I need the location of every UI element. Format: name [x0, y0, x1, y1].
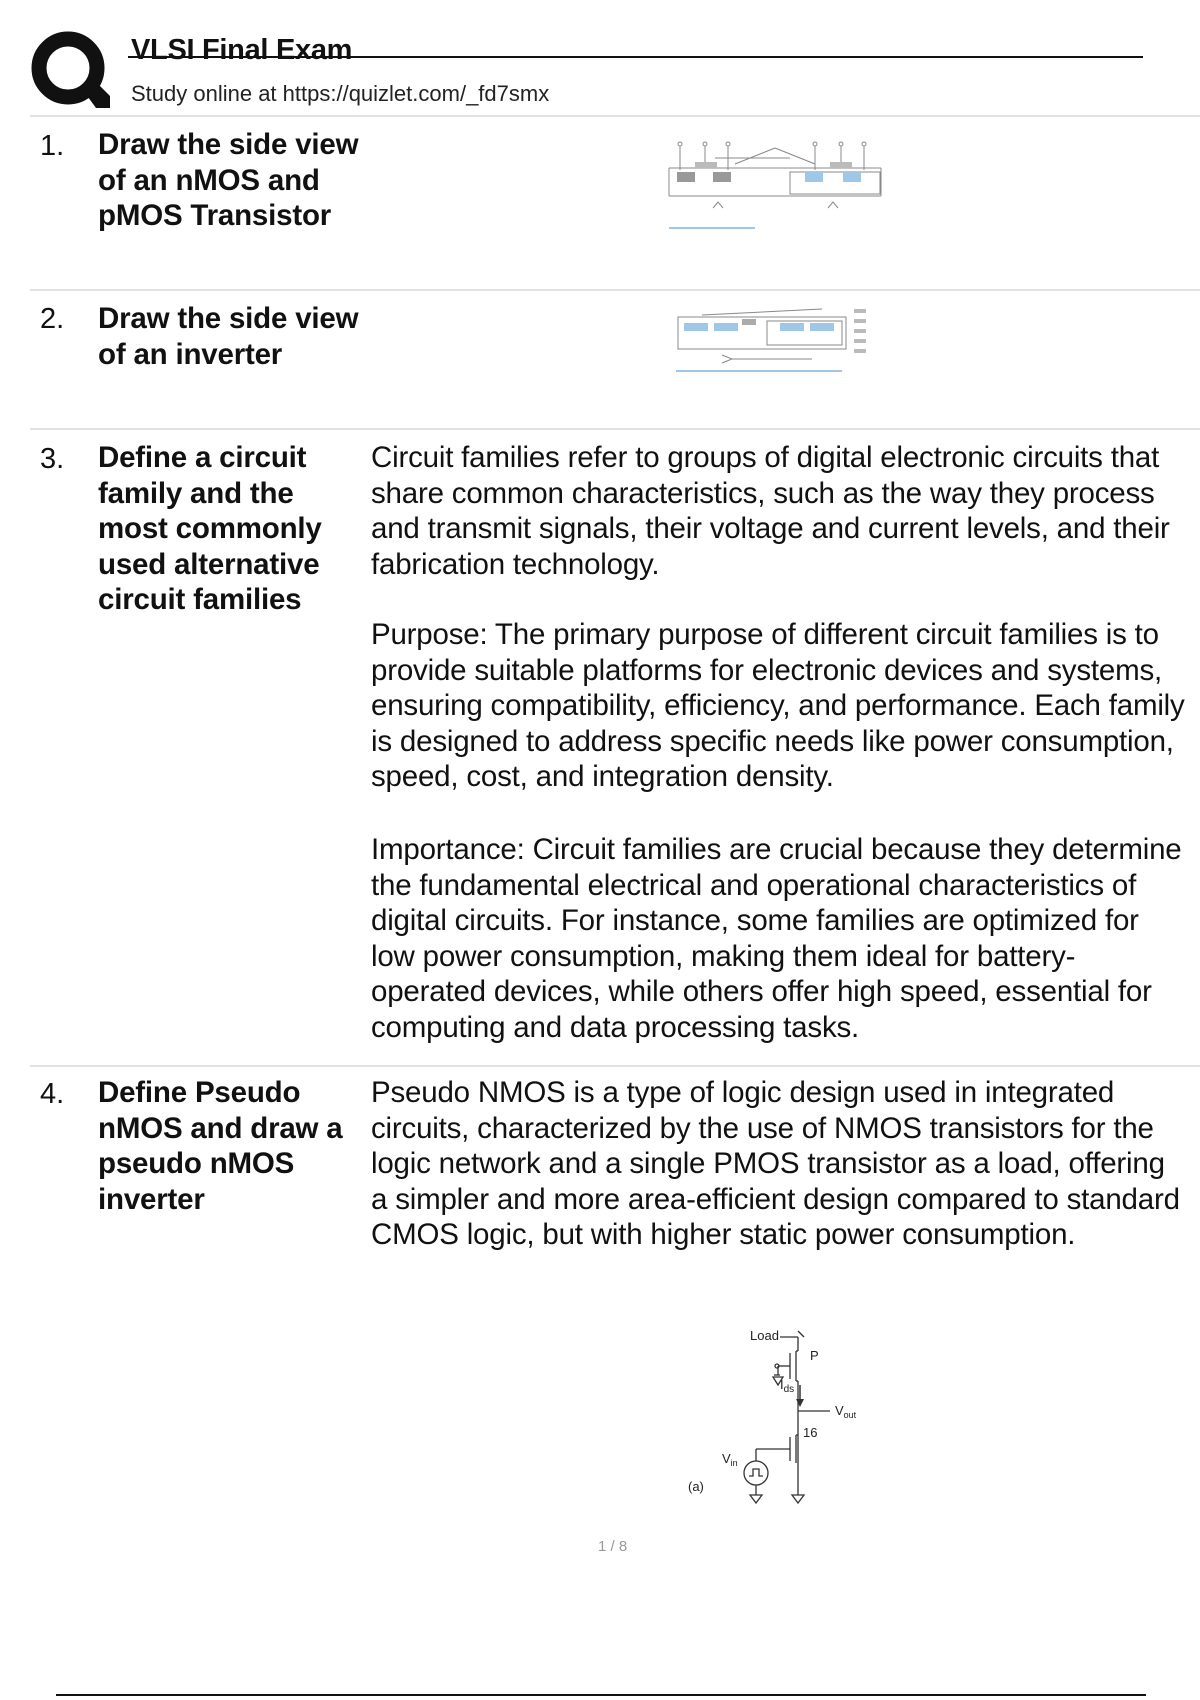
page-number: 1 / 8 — [598, 1538, 628, 1555]
figure-caption: (a) — [688, 1479, 704, 1494]
answer-paragraph-definition: Circuit families refer to groups of digital electronic circuits that share common characteristics, such as the way they process and transmit signals, their voltage and current levels, and their fabrication technology. — [371, 441, 1170, 581]
card-divider-2 — [30, 428, 1200, 430]
card-3-number: 3. — [40, 443, 65, 475]
inverter-side-view-diagram — [672, 305, 892, 375]
card-4-answer — [371, 1075, 1186, 1253]
study-online-link[interactable]: Study online at https://quizlet.com/_fd7smx — [131, 81, 550, 106]
vout-label: $V_{out}$ — [835, 1403, 857, 1420]
card-2-question: Draw the side view of an inverter — [98, 302, 359, 371]
document-title: VLSI Final Exam — [131, 34, 353, 66]
vin-label: $V_{in}$ — [722, 1451, 738, 1468]
answer-paragraph-pseudo-nmos: Pseudo NMOS is a type of logic design used in integrated circuits, characterized by the use of NMOS transistors for the logic network and a single PMOS transistor as a load, offering a simpler and more area-efficient design compared to standard CMOS logic, but with higher static power consumption. — [371, 1076, 1180, 1251]
card-divider-1 — [30, 289, 1200, 291]
quizlet-logo-icon — [30, 30, 110, 110]
card-3-question: Define a circuit family and the most commonly used alternative circuit families — [98, 441, 322, 616]
nmos-size-label: 16 — [803, 1425, 818, 1440]
card-1-number: 1. — [40, 130, 65, 162]
answer-paragraph-importance: Importance: Circuit families are crucial because they determine the fundamental electrical and operational characteristics of digital circuits. For instance, some families are optimized for low power consumption, making them ideal for battery-operated devices, while others offer high speed, essential for computing and data processing tasks. — [371, 833, 1182, 1044]
card-3-answer-continued — [371, 832, 1186, 1045]
card-3-answer — [371, 440, 1186, 795]
nmos-pmos-side-view-diagram — [665, 138, 885, 235]
load-label: Load — [750, 1328, 779, 1343]
p-transistor-label: P — [810, 1348, 819, 1363]
bottom-rule — [56, 1694, 1146, 1696]
ids-label: $I_{ds}$ — [780, 1377, 795, 1395]
header-divider — [30, 115, 1200, 117]
pseudo-nmos-inverter-schematic — [670, 1325, 900, 1510]
card-2-number: 2. — [40, 303, 65, 335]
card-divider-3 — [30, 1065, 1200, 1067]
card-4-question: Define Pseudo nMOS and draw a pseudo nMOS inverter — [98, 1076, 343, 1216]
card-4-number: 4. — [40, 1078, 65, 1110]
answer-paragraph-purpose: Purpose: The primary purpose of different circuit families is to provide suitable platforms for electronic devices and systems, ensuring compatibility, efficiency, and performance. Each family is designed to address specific needs like power consumption, speed, cost, and integration density. — [371, 618, 1185, 793]
card-1-question: Draw the side view of an nMOS and pMOS Transistor — [98, 128, 359, 232]
